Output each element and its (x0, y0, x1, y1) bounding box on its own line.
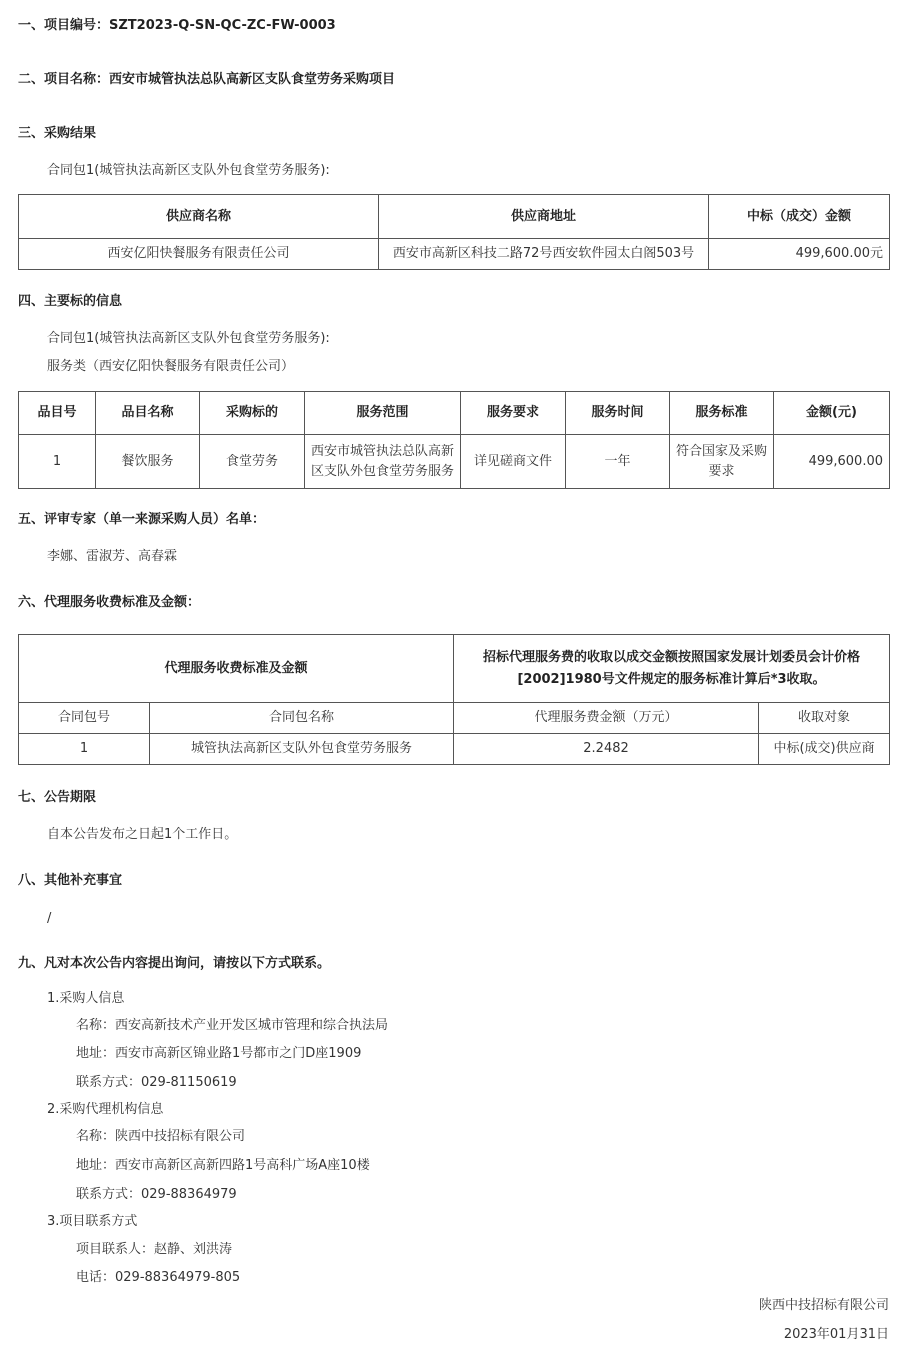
col-award-amount: 中标（成交）金额 (709, 195, 890, 239)
col-supplier-address: 供应商地址 (379, 195, 709, 239)
table-row (19, 734, 890, 765)
project-contact-phone: 电话：029-88364979-805 (76, 1270, 241, 1285)
purchaser-phone: 联系方式：029-81150619 (76, 1075, 237, 1090)
service-time: 一年 (566, 435, 670, 489)
section-agency-fee: 六、代理服务收费标准及金额： (18, 595, 201, 610)
footer-company: 陕西中技招标有限公司 (758, 1298, 889, 1313)
agency-address: 地址：西安市高新区高新四路1号高科广场A座10楼 (76, 1158, 370, 1173)
col-supplier-name: 供应商名称 (19, 195, 379, 239)
section-notice-period: 七、公告期限 (18, 790, 97, 805)
section-procurement-result: 三、采购结果 (18, 126, 97, 141)
table-row (19, 239, 890, 270)
subject-package-label: 合同包1(城管执法高新区支队外包食堂劳务服务): (47, 331, 330, 346)
col-subject: 采购标的 (200, 392, 305, 435)
supplier-name: 西安亿阳快餐服务有限责任公司 (19, 239, 379, 270)
purchaser-address: 地址：西安市高新区锦业路1号都市之门D座1909 (76, 1046, 362, 1061)
col-item-no: 品目号 (19, 392, 96, 435)
fee-standard-label: 代理服务收费标准及金额 (19, 635, 454, 703)
col-package-no: 合同包号 (19, 703, 150, 734)
other-matters-text: / (47, 911, 52, 926)
col-package-name: 合同包名称 (150, 703, 454, 734)
notice-period-text: 自本公告发布之日起1个工作日。 (47, 827, 238, 842)
project-contact-title: 3.项目联系方式 (47, 1214, 138, 1229)
section-main-subject: 四、主要标的信息 (18, 294, 123, 309)
award-amount: 499,600.00元 (709, 239, 890, 270)
table-header-row (19, 703, 890, 734)
subject-amount: 499,600.00 (774, 435, 890, 489)
col-amount: 金额(元) (774, 392, 890, 435)
table-header-row (19, 392, 890, 435)
service-scope: 西安市城管执法总队高新区支队外包食堂劳务服务 (305, 435, 461, 489)
expert-list: 李娜、雷淑芳、高春霖 (47, 549, 178, 564)
section-experts: 五、评审专家（单一来源采购人员）名单： (18, 512, 266, 527)
col-item-name: 品目名称 (96, 392, 200, 435)
purchaser-title: 1.采购人信息 (47, 991, 125, 1006)
section-contacts: 九、凡对本次公告内容提出询问，请按以下方式联系。 (18, 956, 331, 971)
agency-fee-table (18, 634, 890, 765)
item-name: 餐饮服务 (96, 435, 200, 489)
project-contact-person: 项目联系人：赵静、刘洪涛 (76, 1242, 233, 1257)
footer-date: 2023年01月31日 (783, 1327, 889, 1342)
col-fee-amount: 代理服务费金额（万元） (454, 703, 759, 734)
table-row (19, 435, 890, 489)
fee-standard-row (19, 635, 890, 703)
package-name: 城管执法高新区支队外包食堂劳务服务 (150, 734, 454, 765)
section-other-matters: 八、其他补充事宜 (18, 873, 123, 888)
agency-title: 2.采购代理机构信息 (47, 1102, 164, 1117)
service-requirement: 详见磋商文件 (461, 435, 566, 489)
col-service-standard: 服务标准 (670, 392, 774, 435)
purchaser-name: 名称：西安高新技术产业开发区城市管理和综合执法局 (76, 1018, 389, 1033)
subject-table (18, 391, 890, 489)
section-project-name: 二、项目名称：西安市城管执法总队高新区支队食堂劳务采购项目 (18, 72, 396, 87)
table-header-row (19, 195, 890, 239)
agency-phone: 联系方式：029-88364979 (76, 1187, 237, 1202)
col-service-time: 服务时间 (566, 392, 670, 435)
package-no: 1 (19, 734, 150, 765)
supplier-address: 西安市高新区科技二路72号西安软件园太白阁503号 (379, 239, 709, 270)
col-service-scope: 服务范围 (305, 392, 461, 435)
service-standard: 符合国家及采购要求 (670, 435, 774, 489)
col-service-requirement: 服务要求 (461, 392, 566, 435)
result-table (18, 194, 890, 270)
fee-payer: 中标(成交)供应商 (759, 734, 890, 765)
fee-amount: 2.2482 (454, 734, 759, 765)
subject-name: 食堂劳务 (200, 435, 305, 489)
item-no: 1 (19, 435, 96, 489)
subject-category: 服务类（西安亿阳快餐服务有限责任公司） (47, 359, 295, 374)
col-fee-payer: 收取对象 (759, 703, 890, 734)
result-package-label: 合同包1(城管执法高新区支队外包食堂劳务服务): (47, 163, 330, 178)
agency-name: 名称：陕西中技招标有限公司 (76, 1129, 246, 1144)
fee-standard-text: 招标代理服务费的收取以成交金额按照国家发展计划委员会计价格[2002]1980号文件规定的服务标准计算后*3收取。 (454, 635, 890, 703)
section-project-number: 一、项目编号：SZT2023-Q-SN-QC-ZC-FW-0003 (18, 18, 336, 33)
